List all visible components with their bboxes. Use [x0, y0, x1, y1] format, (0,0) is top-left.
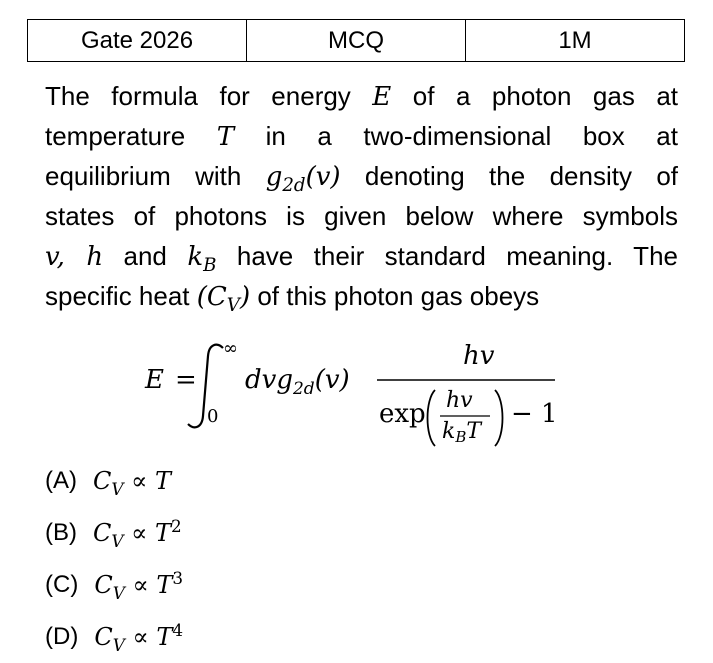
question-line-2: temperature T in a two-dimensional box at [45, 121, 678, 152]
option-b[interactable] [45, 507, 183, 559]
question-line-3: equilibrium with $g_{2d}(v)$ denoting the density of [45, 161, 678, 197]
integral-upper: ∞ [223, 338, 238, 359]
integral-lower: 0 [207, 406, 219, 427]
left-paren [428, 390, 436, 446]
minus-one: − 1 [511, 399, 558, 429]
option-a[interactable] [45, 455, 183, 507]
option-label: (B) [45, 519, 77, 546]
question-text [45, 76, 678, 316]
header-table [27, 19, 685, 62]
exp-label: exp [379, 399, 426, 429]
option-label: (C) [45, 571, 79, 598]
inner-denominator: kBT [442, 419, 482, 446]
header-type: MCQ [247, 20, 466, 61]
option-d[interactable] [45, 611, 183, 663]
energy-formula [145, 340, 575, 450]
option-label: (A) [45, 467, 77, 494]
option-c[interactable] [45, 559, 183, 611]
question-line-5: v, h and $k_B$ have their standard meaning. The [45, 241, 678, 277]
header-exam: Gate 2026 [28, 20, 247, 61]
option-expression: $C_V \propto T^2$ [93, 515, 182, 551]
question-line-1: The formula for energy E of a photon gas at [45, 81, 678, 112]
option-expression: $C_V \propto T^3$ [94, 567, 184, 603]
inner-numerator: hv [446, 388, 473, 413]
formula-equals: = [175, 365, 197, 395]
answer-options [45, 455, 183, 663]
header-marks: 1M [558, 26, 592, 54]
option-label: (D) [45, 623, 79, 650]
formula-lhs: E [145, 365, 164, 395]
option-expression: $C_V \propto T$ [93, 466, 172, 499]
question-line-4: states of photons is given below where symbols [45, 201, 678, 231]
right-paren [495, 390, 503, 446]
question-line-6: specific heat $(C_V)$ of this photon gas obeys [45, 281, 540, 317]
fraction-numerator: hv [463, 341, 495, 371]
option-expression: $C_V \propto T^4$ [94, 619, 184, 655]
integrand: dvg$_{2d}$(v) [245, 365, 350, 399]
